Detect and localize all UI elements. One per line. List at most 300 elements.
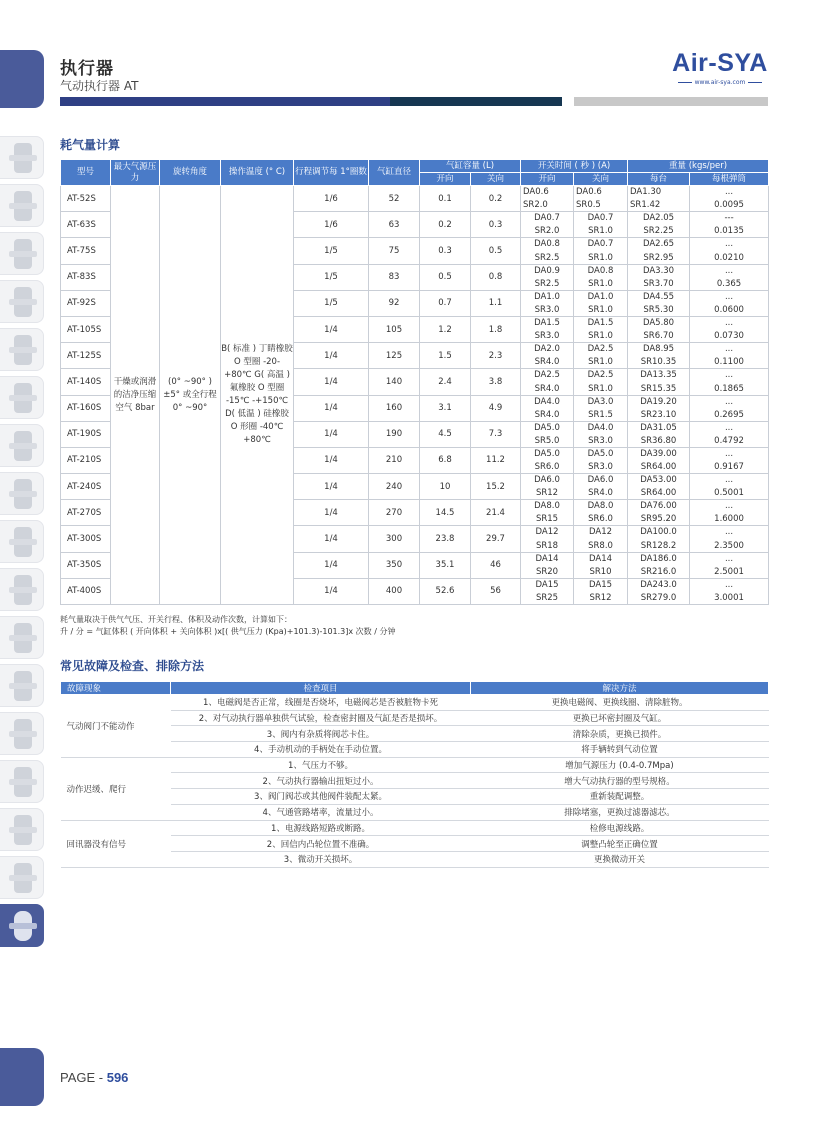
cell-weight-spring-a: ... — [724, 344, 734, 355]
cell-open-time-b: SR2.5 — [534, 278, 560, 289]
header-open: 开向 — [420, 173, 471, 186]
cell-stroke: 1/4 — [294, 343, 369, 369]
header-temp: 操作温度 (° C) — [221, 160, 294, 186]
cell-solution: 更换微动开关 — [471, 851, 769, 867]
cell-close-time-b: SR1.5 — [588, 409, 613, 420]
cell-weight-spring — [690, 447, 769, 473]
cell-weight-spring-b: 0.0730 — [714, 331, 744, 342]
cell-bore: 92 — [369, 290, 420, 316]
cell-close-time-b: SR4.0 — [588, 488, 613, 499]
spring-icon — [14, 863, 32, 893]
ball-valve-icon — [14, 623, 32, 653]
gauge-icon — [14, 287, 32, 317]
bottom-tab — [0, 1048, 44, 1106]
cell-close-time-b: SR3.0 — [588, 435, 613, 446]
cell-close-time — [574, 578, 628, 604]
cell-open-time — [521, 343, 574, 369]
cell-weight-spring-b: 0.0095 — [714, 200, 744, 211]
cell-close-volume: 7.3 — [471, 421, 521, 447]
header-close-time: 关向 — [574, 173, 628, 186]
cell-bore: 83 — [369, 264, 420, 290]
cell-weight-each-a: DA1.30 — [630, 187, 662, 197]
cell-bore: 400 — [369, 578, 420, 604]
cell-weight-spring-b: 0.2695 — [714, 409, 744, 420]
cell-weight-spring-b: 0.0135 — [714, 226, 744, 237]
cell-weight-each-b: SR128.2 — [640, 540, 677, 551]
rail-item-fitting[interactable] — [0, 328, 44, 371]
cell-close-time — [574, 552, 628, 578]
cell-close-time-a: DA2.5 — [587, 370, 614, 381]
cell-stroke: 1/4 — [294, 500, 369, 526]
cell-model: AT-52S — [61, 186, 111, 212]
cell-weight-each-a: DA243.0 — [640, 579, 677, 590]
cell-weight-spring-a: ... — [724, 527, 734, 538]
page-number — [60, 1070, 128, 1085]
cell-weight-each — [628, 526, 690, 552]
header-per-spring: 每根弹筒 — [690, 173, 769, 186]
cell-close-time-b: SR10 — [589, 566, 612, 577]
cell-weight-each — [628, 186, 690, 212]
cell-open-time-b: SR4.0 — [534, 383, 560, 394]
cell-weight-spring-b: 0.9167 — [714, 462, 744, 473]
cell-close-time-b: SR3.0 — [588, 462, 613, 473]
cell-weight-each — [628, 290, 690, 316]
rail-item-tool[interactable] — [0, 568, 44, 611]
cell-weight-spring-a: ... — [724, 448, 734, 459]
valve-icon — [14, 143, 32, 173]
cell-weight-spring-b: 0.4792 — [714, 435, 744, 446]
rail-item-valve-1[interactable] — [0, 136, 44, 179]
cell-weight-each-a: DA13.35 — [640, 370, 677, 381]
header-open-time: 开向 — [521, 173, 574, 186]
cell-close-volume: 15.2 — [471, 474, 521, 500]
header-check: 检查项目 — [171, 682, 471, 695]
cell-open-time-b: SR2.5 — [534, 252, 560, 263]
cell-stroke: 1/5 — [294, 290, 369, 316]
category-rail — [0, 136, 44, 952]
cell-weight-spring-b: 0.0210 — [714, 252, 744, 263]
cell-check: 2、对气动执行器单独供气试验，检查密封圈及气缸是否是损坏。 — [171, 710, 471, 726]
cell-weight-spring-b: 0.1865 — [714, 383, 744, 394]
silencer-icon — [14, 719, 32, 749]
cell-check: 2、气动执行器输出扭矩过小。 — [171, 773, 471, 789]
cell-weight-each — [628, 264, 690, 290]
cell-weight-spring-a: ... — [724, 579, 734, 590]
cell-weight-spring-a: ... — [724, 265, 734, 276]
cell-close-time — [574, 186, 628, 212]
cell-open-time — [521, 526, 574, 552]
cell-model: AT-190S — [61, 421, 111, 447]
cell-model: AT-240S — [61, 474, 111, 500]
cell-solution: 将手辆转到气动位置 — [471, 742, 769, 758]
cell-open-volume: 14.5 — [420, 500, 471, 526]
cell-close-time-b: SR0.5 — [576, 200, 601, 211]
cell-open-time-a: DA1.5 — [534, 317, 560, 328]
cell-close-time — [574, 474, 628, 500]
cell-bore: 63 — [369, 212, 420, 238]
rail-item-silencer-2[interactable] — [0, 808, 44, 851]
cell-close-time-a: DA8.0 — [587, 501, 614, 512]
note-line-2: 升 / 分 = 气缸体积 ( 开向体积 + 关向体积 )x[( 供气压力 (Kpa)+101.3)-101.3]x 次数 / 分钟 — [60, 627, 396, 636]
cell-bore: 105 — [369, 316, 420, 342]
cell-close-time-a: DA4.0 — [587, 422, 614, 433]
cell-open-time-b: SR2.0 — [534, 226, 560, 237]
cell-open-time-a: DA1.0 — [534, 291, 560, 302]
header-solution: 解决方法 — [471, 682, 769, 695]
pipe-icon — [14, 671, 32, 701]
troubleshooting-table — [60, 681, 769, 868]
cell-open-time-b: SR2.0 — [523, 200, 548, 211]
cell-open-time — [521, 395, 574, 421]
cell-weight-spring-b: 0.1100 — [714, 357, 744, 368]
cell-weight-each — [628, 395, 690, 421]
cell-open-time — [521, 500, 574, 526]
cylinder-icon — [14, 431, 32, 461]
cell-open-time — [521, 447, 574, 473]
cell-open-volume: 23.8 — [420, 526, 471, 552]
cell-open-volume: 1.5 — [420, 343, 471, 369]
cell-weight-spring-b: 0.5001 — [714, 488, 744, 499]
cell-close-volume: 0.8 — [471, 264, 521, 290]
rail-item-spring[interactable] — [0, 856, 44, 899]
cell-close-volume: 3.8 — [471, 369, 521, 395]
rail-item-pipe[interactable] — [0, 664, 44, 707]
cell-open-time — [521, 474, 574, 500]
cell-solution: 增大气动执行器的型号规格。 — [471, 773, 769, 789]
cell-close-volume: 1.8 — [471, 316, 521, 342]
logo-text: Air-SYA — [672, 49, 768, 77]
cell-model: AT-92S — [61, 290, 111, 316]
cell-weight-each-b: SR216.0 — [640, 566, 677, 577]
cell-solution: 更换电磁阀、更换线圈、清除脏物。 — [471, 695, 769, 711]
header-air-volume: 气缸容量 (L) — [420, 160, 521, 173]
cell-open-time-b: SR12 — [535, 488, 559, 499]
cell-weight-spring-a: ... — [724, 475, 734, 486]
cell-weight-each-b: SR5.30 — [643, 304, 674, 315]
cell-weight-spring — [690, 578, 769, 604]
cell-open-time — [521, 212, 574, 238]
cell-weight-spring-b: 0.0600 — [714, 304, 744, 315]
rail-item-valve-2[interactable] — [0, 616, 44, 659]
cell-close-volume: 0.2 — [471, 186, 521, 212]
tool-icon — [14, 575, 32, 605]
cell-close-time-b: SR8.0 — [588, 540, 613, 551]
cell-open-volume: 3.1 — [420, 395, 471, 421]
cell-weight-spring — [690, 238, 769, 264]
cell-close-time-b: SR6.0 — [588, 514, 613, 525]
cell-solution: 排除堵塞，更换过滤器滤芯。 — [471, 804, 769, 820]
cell-weight-each-a: DA2.05 — [642, 213, 675, 224]
cell-open-time-a: DA0.8 — [534, 239, 560, 250]
cell-close-time-a: DA0.6 — [576, 187, 602, 197]
cell-close-time-b: SR1.0 — [588, 383, 613, 394]
cell-weight-spring — [690, 264, 769, 290]
cell-stroke: 1/4 — [294, 526, 369, 552]
cell-close-volume: 0.3 — [471, 212, 521, 238]
cell-weight-each-a: DA8.95 — [642, 344, 675, 355]
cell-open-time-a: DA8.0 — [534, 501, 560, 512]
cell-close-time-a: DA12 — [589, 527, 613, 538]
rail-item-gauge[interactable] — [0, 280, 44, 323]
cell-open-time — [521, 238, 574, 264]
cell-weight-spring-b: 0.365 — [716, 278, 742, 289]
cell-bore: 350 — [369, 552, 420, 578]
cell-weight-each-a: DA3.30 — [642, 265, 675, 276]
cell-open-volume: 0.1 — [420, 186, 471, 212]
cell-close-time — [574, 343, 628, 369]
cell-close-volume: 56 — [471, 578, 521, 604]
cell-check: 4、手动机动的手柄处在手动位置。 — [171, 742, 471, 758]
cell-weight-each — [628, 212, 690, 238]
cell-weight-spring — [690, 212, 769, 238]
cell-close-time-b: SR1.0 — [588, 304, 613, 315]
cell-stroke: 1/4 — [294, 395, 369, 421]
cell-open-time-b: SR3.0 — [534, 331, 560, 342]
cell-close-time — [574, 369, 628, 395]
cell-open-time-a: DA5.0 — [534, 448, 560, 459]
cell-open-volume: 0.7 — [420, 290, 471, 316]
header-symptom: 故障现象 — [61, 682, 171, 695]
rail-item-cylinder[interactable] — [0, 424, 44, 467]
cell-weight-each-a: DA53.00 — [640, 475, 677, 486]
cell-check: 3、微动开关损坏。 — [171, 851, 471, 867]
cell-open-volume: 4.5 — [420, 421, 471, 447]
cell-check: 3、阀门阀芯或其他阀件装配太紧。 — [171, 789, 471, 805]
rail-item-pump[interactable] — [0, 520, 44, 563]
header-weight: 重量 (kgs/per) — [628, 160, 769, 173]
cell-weight-each-b: SR36.80 — [640, 435, 677, 446]
cell-bore: 125 — [369, 343, 420, 369]
cell-weight-each — [628, 369, 690, 395]
cell-open-time — [521, 264, 574, 290]
cell-close-time-b: SR1.0 — [588, 252, 613, 263]
cell-open-time-b: SR15 — [535, 514, 559, 525]
cell-close-time — [574, 500, 628, 526]
note-line-1: 耗气量取决于供气气压、开关行程、体积及动作次数，计算如下： — [60, 615, 292, 624]
cell-weight-each-a: DA4.55 — [642, 291, 675, 302]
cell-weight-spring — [690, 186, 769, 212]
cell-bore: 210 — [369, 447, 420, 473]
cell-open-time-a: DA2.5 — [534, 370, 560, 381]
section-air-consumption-title: 耗气量计算 — [60, 138, 121, 152]
cell-open-time-a: DA0.6 — [523, 187, 549, 197]
header-close: 关向 — [471, 173, 521, 186]
cell-open-volume: 52.6 — [420, 578, 471, 604]
cell-weight-each-a: DA31.05 — [640, 422, 677, 433]
cell-weight-spring — [690, 552, 769, 578]
cell-weight-spring-a: --- — [724, 213, 734, 224]
cell-stroke: 1/4 — [294, 474, 369, 500]
cell-close-time-a: DA0.8 — [587, 265, 614, 276]
cell-close-volume: 2.3 — [471, 343, 521, 369]
regulator-icon — [14, 239, 32, 269]
rail-item-filter[interactable] — [0, 184, 44, 227]
cell-weight-each — [628, 552, 690, 578]
cell-close-time — [574, 395, 628, 421]
cell-weight-spring-a: ... — [724, 317, 734, 328]
cell-open-time-b: SR6.0 — [534, 462, 560, 473]
cell-stroke: 1/5 — [294, 238, 369, 264]
cell-bore: 270 — [369, 500, 420, 526]
cell-weight-each-a: DA76.00 — [640, 501, 677, 512]
cell-close-time-b: SR1.0 — [588, 331, 613, 342]
header-each: 每台 — [628, 173, 690, 186]
cell-open-time-b: SR20 — [535, 566, 559, 577]
cell-close-time-a: DA0.7 — [587, 213, 614, 224]
cell-weight-spring — [690, 290, 769, 316]
header-bar-primary — [60, 97, 390, 106]
cell-model: AT-83S — [61, 264, 111, 290]
cell-stroke: 1/4 — [294, 447, 369, 473]
cell-model: AT-160S — [61, 395, 111, 421]
cell-model: AT-75S — [61, 238, 111, 264]
cell-open-time — [521, 552, 574, 578]
fitting-icon — [14, 335, 32, 365]
rail-item-regulator[interactable] — [0, 232, 44, 275]
cell-weight-spring-a: ... — [724, 396, 734, 407]
cell-open-time-b: SR4.0 — [534, 357, 560, 368]
cell-open-time-a: DA15 — [535, 579, 559, 590]
page-subtitle: 气动执行器 AT — [60, 79, 139, 93]
cell-weight-each-b: SR95.20 — [640, 514, 677, 525]
cell-open-time — [521, 186, 574, 212]
cell-close-volume: 29.7 — [471, 526, 521, 552]
cell-bore: 300 — [369, 526, 420, 552]
cell-weight-spring — [690, 421, 769, 447]
cell-open-time — [521, 578, 574, 604]
cell-close-time-a: DA5.0 — [587, 448, 614, 459]
cell-stroke: 1/4 — [294, 316, 369, 342]
cell-check: 1、电磁阀是否正常，线圈是否烧坏，电磁阀芯是否被脏物卡死 — [171, 695, 471, 711]
cell-open-volume: 10 — [420, 474, 471, 500]
cell-close-time — [574, 290, 628, 316]
cell-bore: 140 — [369, 369, 420, 395]
cell-symptom: 回讯器没有信号 — [61, 820, 171, 867]
cell-model: AT-105S — [61, 316, 111, 342]
cell-weight-spring-a: ... — [724, 553, 734, 564]
cell-close-time-a: DA15 — [589, 579, 613, 590]
cell-bore: 75 — [369, 238, 420, 264]
cell-close-volume: 46 — [471, 552, 521, 578]
cell-open-time-a: DA2.0 — [534, 344, 560, 355]
cell-solution: 清除杂质，更换已损件。 — [471, 726, 769, 742]
header-bar-dark — [390, 97, 562, 106]
cell-open-time-b: SR3.0 — [534, 304, 560, 315]
cell-close-time — [574, 238, 628, 264]
cell-weight-each-b: SR64.00 — [640, 488, 677, 499]
pump-icon — [14, 527, 32, 557]
table-row — [61, 186, 769, 212]
cell-model: AT-350S — [61, 552, 111, 578]
cell-symptom: 动作迟缓、爬行 — [61, 757, 171, 820]
cell-close-time — [574, 421, 628, 447]
cell-weight-spring-b: 1.6000 — [714, 514, 744, 525]
cell-weight-each — [628, 578, 690, 604]
rail-item-actuator[interactable] — [0, 904, 44, 947]
cell-open-volume: 0.3 — [420, 238, 471, 264]
cell-open-time — [521, 316, 574, 342]
cell-close-time — [574, 526, 628, 552]
cell-open-time-a: DA5.0 — [534, 422, 560, 433]
cell-weight-spring — [690, 316, 769, 342]
rail-item-solenoid[interactable] — [0, 376, 44, 419]
cell-open-volume: 6.8 — [420, 447, 471, 473]
cell-close-time-b: SR1.0 — [588, 226, 613, 237]
cell-weight-each — [628, 238, 690, 264]
cell-bore: 52 — [369, 186, 420, 212]
cell-open-time-b: SR25 — [535, 593, 559, 603]
cell-weight-spring — [690, 500, 769, 526]
cell-model: AT-140S — [61, 369, 111, 395]
cell-solution: 检修电源线路。 — [471, 820, 769, 836]
cell-close-time — [574, 316, 628, 342]
cell-weight-spring — [690, 369, 769, 395]
cell-weight-spring — [690, 343, 769, 369]
cell-open-time — [521, 290, 574, 316]
cell-weight-each-b: SR10.35 — [640, 357, 677, 368]
cell-temp: B( 标准 ) 丁睛橡胶 O 型圈 -20-+80℃ G( 高温 ) 氟橡胶 O 型圈 -15℃ -+150℃ D( 低温 ) 硅橡胶 O 形圈 -40℃ +80℃ — [221, 186, 294, 605]
cell-close-volume: 11.2 — [471, 447, 521, 473]
header-stroke: 行程调节每 1°圈数 — [294, 160, 369, 186]
cell-open-volume: 1.2 — [420, 316, 471, 342]
cell-close-time-a: DA1.5 — [587, 317, 614, 328]
cell-close-time — [574, 447, 628, 473]
cell-weight-spring-b: 2.3500 — [714, 540, 744, 551]
rail-item-block[interactable] — [0, 472, 44, 515]
actuator-icon — [14, 911, 32, 941]
cell-model: AT-300S — [61, 526, 111, 552]
cell-close-volume: 21.4 — [471, 500, 521, 526]
cell-check: 1、电源线路短路或断路。 — [171, 820, 471, 836]
cell-close-time-b: SR12 — [589, 593, 612, 603]
cell-weight-each-b: SR6.70 — [643, 331, 674, 342]
clamp-icon — [14, 767, 32, 797]
cell-weight-each — [628, 474, 690, 500]
cell-open-time-b: SR5.0 — [534, 435, 560, 446]
cell-weight-spring-a: ... — [724, 187, 734, 197]
cell-weight-spring-a: ... — [724, 239, 734, 250]
cell-solution: 调整凸轮至正确位置 — [471, 836, 769, 852]
header-max-pressure: 最大气源压力 — [111, 160, 160, 186]
cell-close-time — [574, 212, 628, 238]
cell-close-time-b: SR1.0 — [588, 357, 613, 368]
cell-open-time-b: SR18 — [535, 540, 559, 551]
cell-weight-each-b: SR2.95 — [643, 252, 674, 263]
cell-open-time-a: DA0.9 — [534, 265, 560, 276]
cell-bore: 190 — [369, 421, 420, 447]
solenoid-icon — [14, 383, 32, 413]
cell-close-volume: 0.5 — [471, 238, 521, 264]
section-troubleshooting-title: 常见故障及检查、排除方法 — [60, 659, 205, 673]
cell-open-time-a: DA12 — [535, 527, 559, 538]
cell-open-time-a: DA0.7 — [534, 213, 560, 224]
rail-item-silencer[interactable] — [0, 712, 44, 755]
filter-icon — [14, 191, 32, 221]
cell-check: 3、阀内有杂质将阀芯卡住。 — [171, 726, 471, 742]
cell-weight-spring — [690, 395, 769, 421]
cell-open-time — [521, 421, 574, 447]
cell-close-time-a: DA1.0 — [587, 291, 614, 302]
rail-item-clamp[interactable] — [0, 760, 44, 803]
cell-weight-spring-b: 2.5001 — [714, 566, 744, 577]
brand-logo — [672, 48, 768, 86]
cell-stroke: 1/4 — [294, 421, 369, 447]
cell-close-time-a: DA0.7 — [587, 239, 614, 250]
cell-model: AT-210S — [61, 447, 111, 473]
page-label: PAGE - — [60, 1070, 107, 1085]
cell-stroke: 1/4 — [294, 578, 369, 604]
cell-weight-spring-a: ... — [724, 501, 734, 512]
